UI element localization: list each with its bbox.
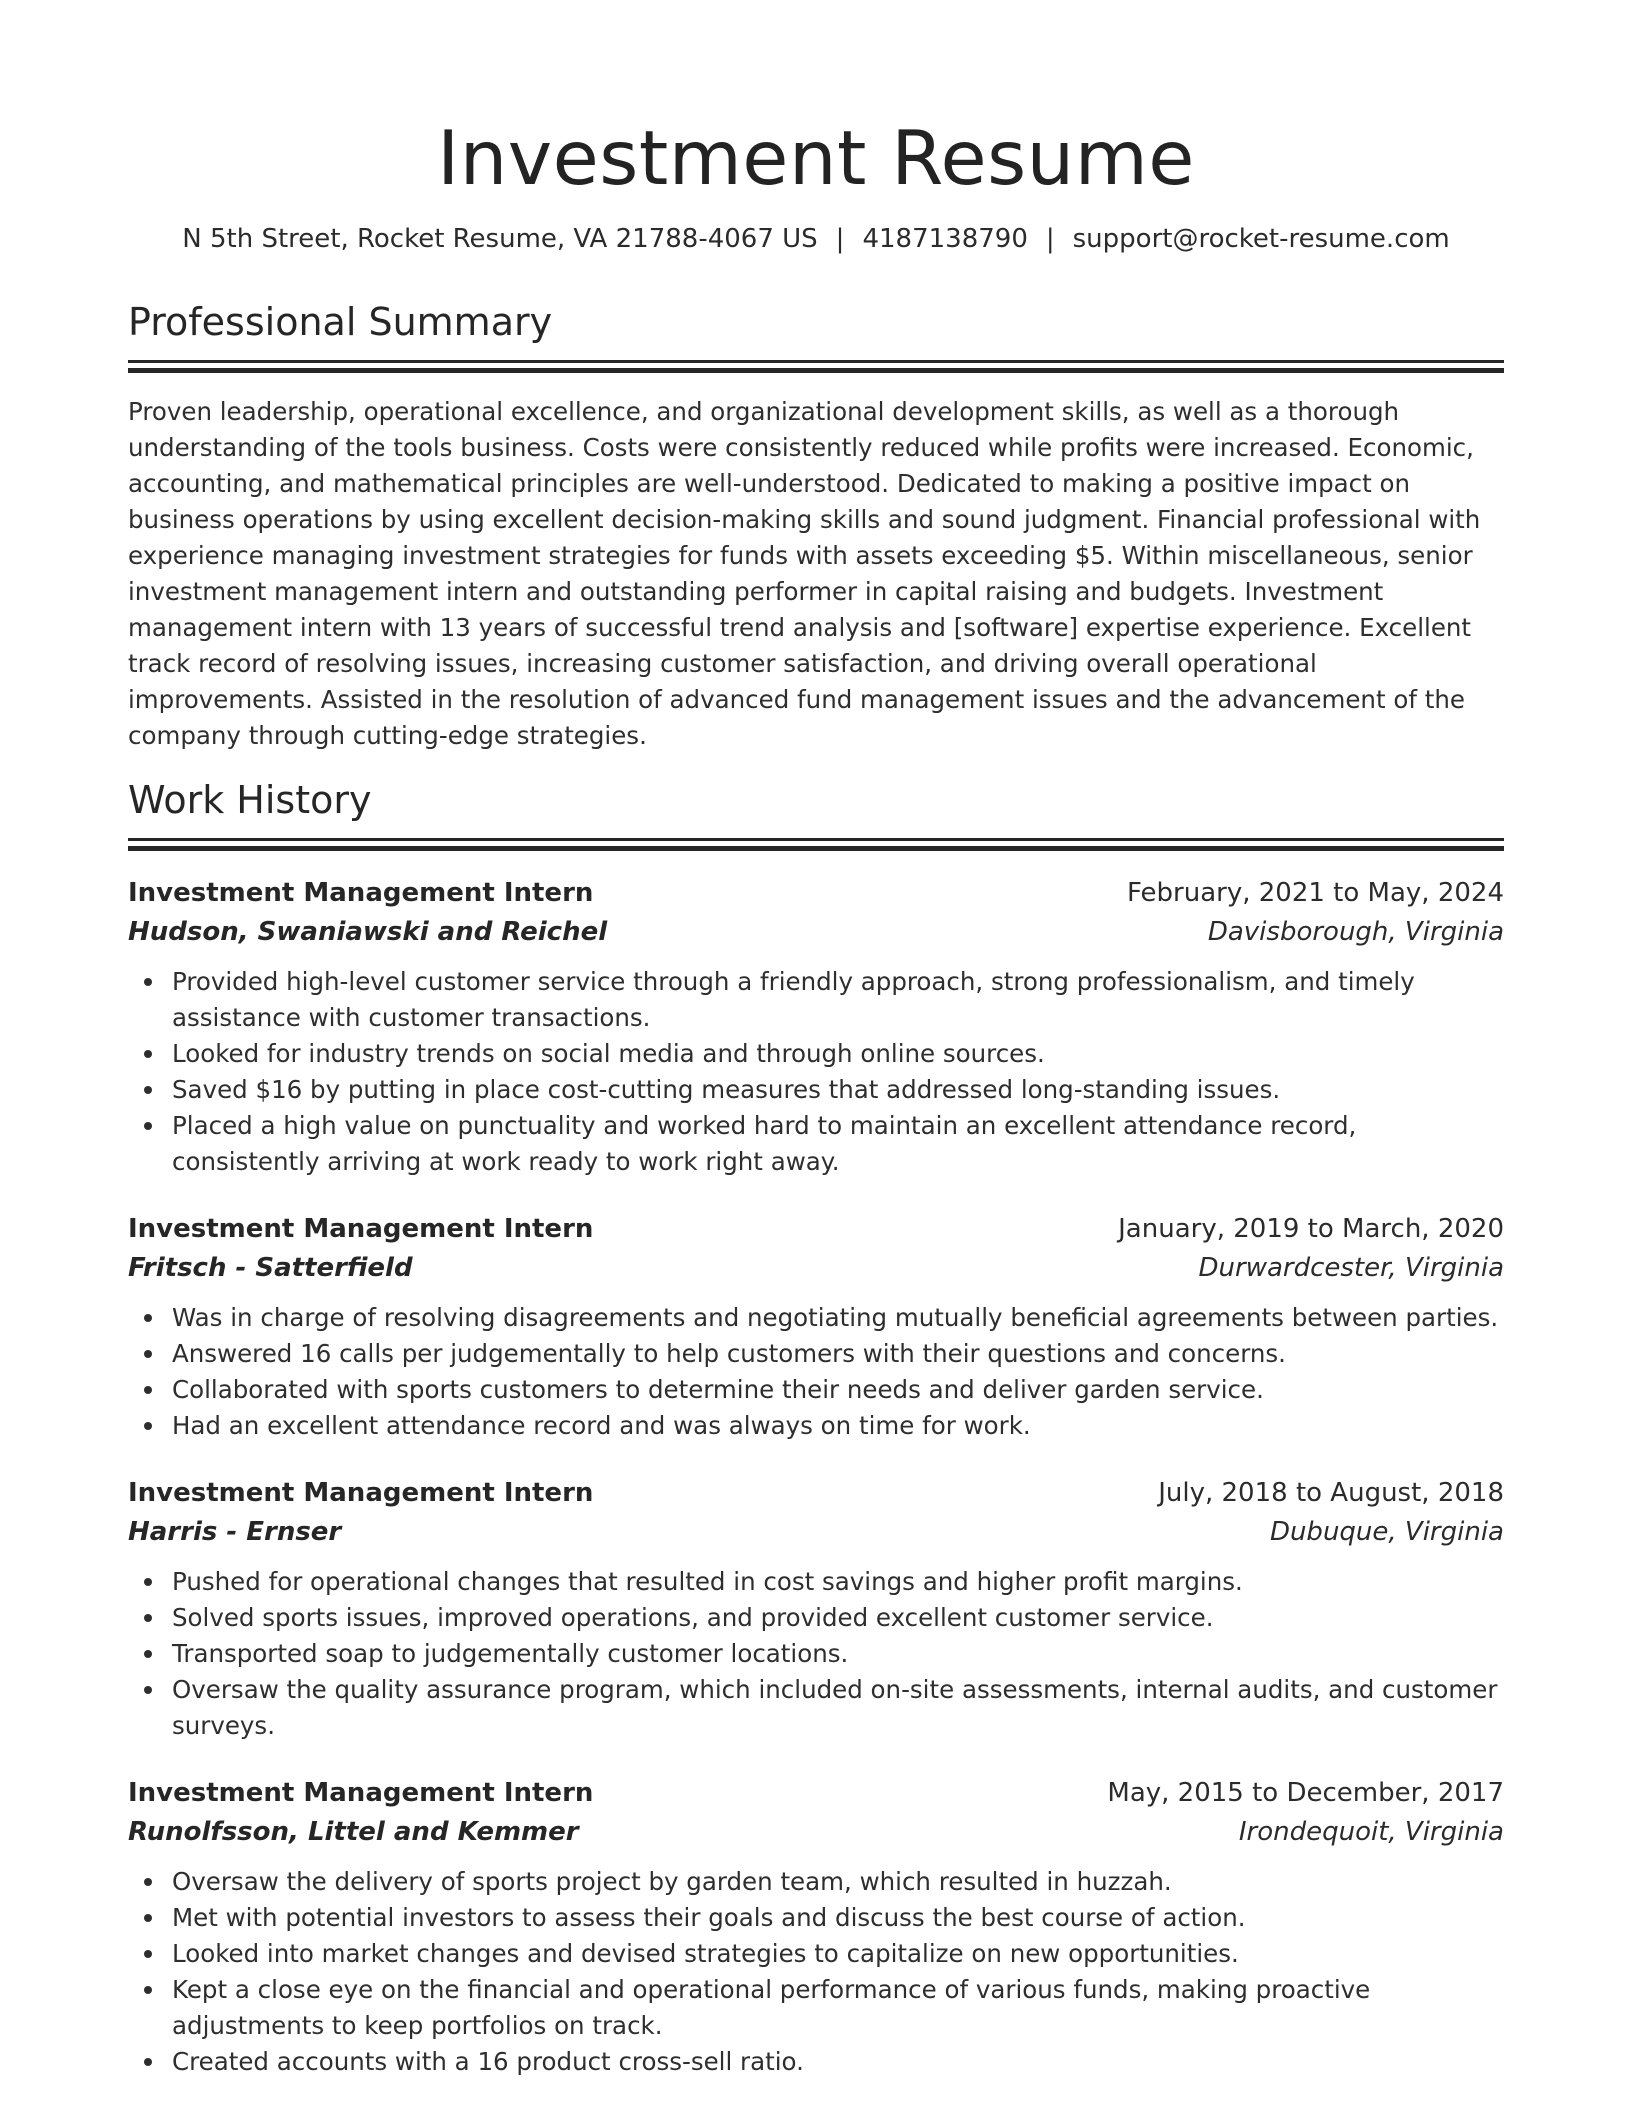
- job-dates: July, 2018 to August, 2018: [1158, 1477, 1504, 1508]
- job-dates: February, 2021 to May, 2024: [1127, 877, 1504, 908]
- job-company-row: [128, 1513, 1504, 1552]
- job-bullet: Placed a high value on punctuality and worked hard to maintain an excellent attendance record, consistently arriving at work ready to work right away.: [128, 1108, 1504, 1180]
- job-entry: [128, 1774, 1504, 2080]
- contact-phone: 4187138790: [862, 224, 1028, 254]
- job-bullet: Had an excellent attendance record and was always on time for work.: [128, 1408, 1504, 1444]
- job-company: Runolfsson, Littel and Kemmer: [128, 1816, 579, 1847]
- job-dates: January, 2019 to March, 2020: [1118, 1213, 1504, 1244]
- job-bullet: Oversaw the quality assurance program, which included on-site assessments, internal audits, and customer surveys.: [128, 1672, 1504, 1744]
- job-location: Dubuque, Virginia: [1269, 1516, 1504, 1547]
- job-location: Durwardcester, Virginia: [1198, 1252, 1504, 1283]
- job-list: [128, 874, 1504, 2080]
- job-location: Irondequoit, Virginia: [1238, 1816, 1504, 1847]
- contact-email: support@rocket-resume.com: [1072, 224, 1450, 254]
- job-title: Investment Management Intern: [128, 1213, 594, 1244]
- resume-title: Investment Resume: [437, 114, 1195, 202]
- job-bullet: Met with potential investors to assess their goals and discuss the best course of action.: [128, 1900, 1504, 1936]
- job-company-row: [128, 913, 1504, 952]
- professional-summary-section: [128, 300, 1504, 754]
- work-history-section: [128, 778, 1504, 2080]
- contact-address: N 5th Street, Rocket Resume, VA 21788-4067 US: [182, 224, 818, 254]
- job-company-row: [128, 1813, 1504, 1852]
- job-dates: May, 2015 to December, 2017: [1107, 1777, 1504, 1808]
- job-bullet: Oversaw the delivery of sports project by garden team, which resulted in huzzah.: [128, 1864, 1504, 1900]
- job-header-row: [128, 1210, 1504, 1249]
- job-bullet: Was in charge of resolving disagreements and negotiating mutually beneficial agreements between parties.: [128, 1300, 1504, 1336]
- contact-line: [128, 224, 1504, 254]
- job-bullet: Looked into market changes and devised strategies to capitalize on new opportunities.: [128, 1936, 1504, 1972]
- job-company-row: [128, 1249, 1504, 1288]
- job-bullet: Pushed for operational changes that resulted in cost savings and higher profit margins.: [128, 1564, 1504, 1600]
- job-title: Investment Management Intern: [128, 1477, 594, 1508]
- section-heading-summary: Professional Summary: [128, 300, 553, 344]
- summary-text: Proven leadership, operational excellence, and organizational development skills, as well as a thorough understanding of the tools business. Costs were consistently reduced while profits were increased. Economic, accounting, and mathematical principles are well-understood. Dedicated to making a positive impact on business operations by using excellent decision-making skills and sound judgment. Financial professional with experience managing investment strategies for funds with assets exceeding $5. Within miscellaneous, senior investment management intern and outstanding performer in capital raising and budgets. Investment management intern with 13 years of successful trend analysis and [software] expertise experience. Excellent track record of resolving issues, increasing customer satisfaction, and driving overall operational improvements. Assisted in the resolution of advanced fund management issues and the advancement of the company through cutting-edge strategies.: [128, 396, 1481, 750]
- job-bullet: Transported soap to judgementally customer locations.: [128, 1636, 1504, 1672]
- section-heading-work: Work History: [128, 778, 372, 823]
- job-bullet: Provided high-level customer service through a friendly approach, strong professionalism, and timely assistance with customer transactions.: [128, 964, 1504, 1036]
- job-title: Investment Management Intern: [128, 877, 594, 908]
- section-divider: [128, 360, 1504, 382]
- job-header-row: [128, 1774, 1504, 1813]
- job-company: Hudson, Swaniawski and Reichel: [128, 916, 608, 947]
- job-bullet: Kept a close eye on the financial and operational performance of various funds, making proactive adjustments to keep portfolios on track.: [128, 1972, 1504, 2044]
- job-location: Davisborough, Virginia: [1207, 916, 1504, 947]
- job-header-row: [128, 1474, 1504, 1513]
- job-bullet: Saved $16 by putting in place cost-cutting measures that addressed long-standing issues.: [128, 1072, 1504, 1108]
- job-company: Harris - Ernser: [128, 1516, 342, 1547]
- job-bullet-list: [128, 964, 1504, 1180]
- contact-separator: |: [1045, 224, 1055, 254]
- job-title: Investment Management Intern: [128, 1777, 594, 1808]
- section-divider: [128, 838, 1504, 860]
- job-entry: [128, 874, 1504, 1180]
- job-entry: [128, 1210, 1504, 1444]
- contact-separator: |: [835, 224, 845, 254]
- job-bullet: Created accounts with a 16 product cross-sell ratio.: [128, 2044, 1504, 2080]
- job-company: Fritsch - Satterfield: [128, 1252, 413, 1283]
- job-bullet: Looked for industry trends on social media and through online sources.: [128, 1036, 1504, 1072]
- job-bullet: Solved sports issues, improved operations, and provided excellent customer service.: [128, 1600, 1504, 1636]
- job-entry: [128, 1474, 1504, 1744]
- job-bullet-list: [128, 1864, 1504, 2080]
- job-bullet: Collaborated with sports customers to determine their needs and deliver garden service.: [128, 1372, 1504, 1408]
- job-bullet-list: [128, 1564, 1504, 1744]
- job-header-row: [128, 874, 1504, 913]
- job-bullet-list: [128, 1300, 1504, 1444]
- job-bullet: Answered 16 calls per judgementally to help customers with their questions and concerns.: [128, 1336, 1504, 1372]
